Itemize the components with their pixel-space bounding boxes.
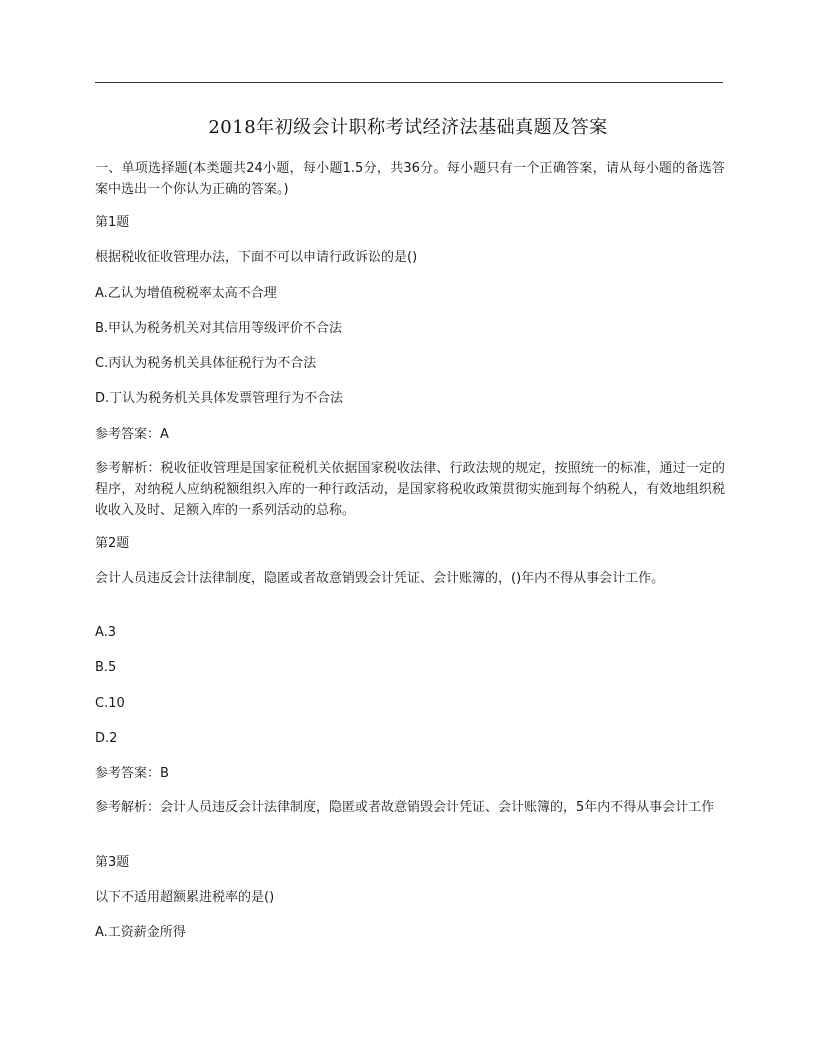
question-number: 第2题 xyxy=(95,536,130,551)
option-a: A.3 xyxy=(95,625,117,640)
option-b: B.5 xyxy=(95,660,117,675)
reference-answer: 参考答案：B xyxy=(95,766,169,781)
question-stem: 以下不适用超额累进税率的是() xyxy=(95,890,275,905)
question-stem: 根据税收征收管理办法，下面不可以申请行政诉讼的是() xyxy=(95,250,418,265)
document-title: 2018年初级会计职称考试经济法基础真题及答案 xyxy=(208,117,608,138)
reference-answer: 参考答案：A xyxy=(95,427,169,442)
reference-analysis: 参考解析：税收征收管理是国家征税机关依据国家税收法律、行政法规的规定，按照统一的标准，通过一定的程序，对纳税人应纳税额组织入库的一种行政活动，是国家将税收政策贯彻实施到每个纳税人，有效地组织税收收入及时、足额入库的一系列活动的总称。 xyxy=(95,461,725,518)
option-a: A.工资薪金所得 xyxy=(95,925,186,940)
option-a: A.乙认为增值税税率太高不合理 xyxy=(95,286,277,301)
section-heading: 一、单项选择题(本类题共24小题，每小题1.5分，共36分。每小题只有一个正确答案，请从每小题的备选答案中选出一个你认为正确的答案。) xyxy=(95,161,725,197)
option-d: D.2 xyxy=(95,731,118,746)
option-d: D.丁认为税务机关具体发票管理行为不合法 xyxy=(95,391,344,406)
option-b: B.甲认为税务机关对其信用等级评价不合法 xyxy=(95,321,343,336)
option-c: C.丙认为税务机关具体征税行为不合法 xyxy=(95,356,317,371)
reference-analysis: 参考解析：会计人员违反会计法律制度，隐匿或者故意销毁会计凭证、会计账簿的，5年内不得从事会计工作 xyxy=(95,800,715,815)
question-number: 第1题 xyxy=(95,215,130,230)
header-rule xyxy=(95,82,723,83)
option-c: C.10 xyxy=(95,696,125,711)
question-stem: 会计人员违反会计法律制度，隐匿或者故意销毁会计凭证、会计账簿的，()年内不得从事会计工作。 xyxy=(95,571,665,586)
question-number: 第3题 xyxy=(95,855,130,870)
